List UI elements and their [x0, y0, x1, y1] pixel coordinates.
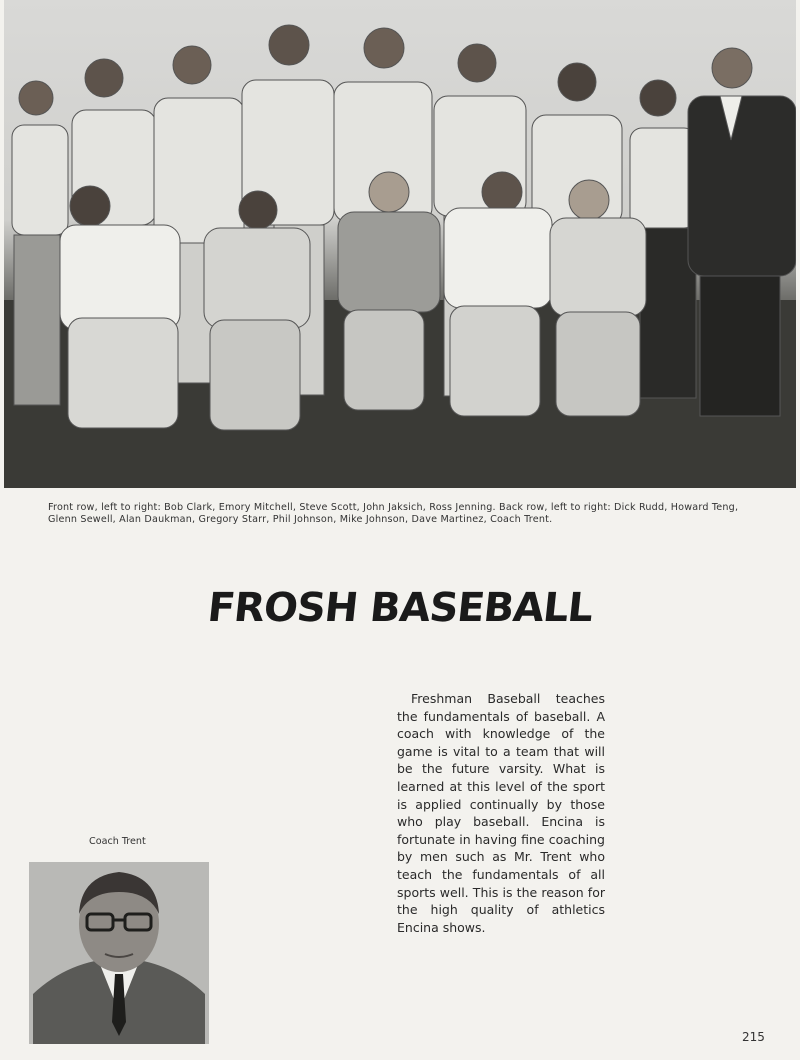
coach-portrait [29, 862, 209, 1044]
team-photo-illustration [4, 0, 796, 488]
coach-photo-label: Coach Trent [89, 836, 146, 847]
article-body: Freshman Baseball teaches the fundamentals of baseball. A coach with knowledge of the game is vital to a team that will be the future varsity. What is learned at this level of the sport is applied continually by those who play baseball. Encina is fortunate in having fine coaching by men such as Mr. Trent who teach the fundamentals of all sports well. This is the reason for the high quality of athletics Encina shows. [397, 691, 605, 935]
page-number: 215 [742, 1030, 765, 1044]
coach-portrait-illustration [29, 862, 209, 1044]
page-title: FROSH BASEBALL [205, 585, 595, 631]
team-photo [4, 0, 796, 488]
photo-caption: Front row, left to right: Bob Clark, Emory Mitchell, Steve Scott, John Jaksich, Ross Jenning. Back row, left to right: Dick Rudd, Howard Teng, Glenn Sewell, Alan Daukman, Gregory Starr, Phil Johnson, Mike Johnson, Dave Martinez, Coach Trent. [48, 502, 739, 525]
